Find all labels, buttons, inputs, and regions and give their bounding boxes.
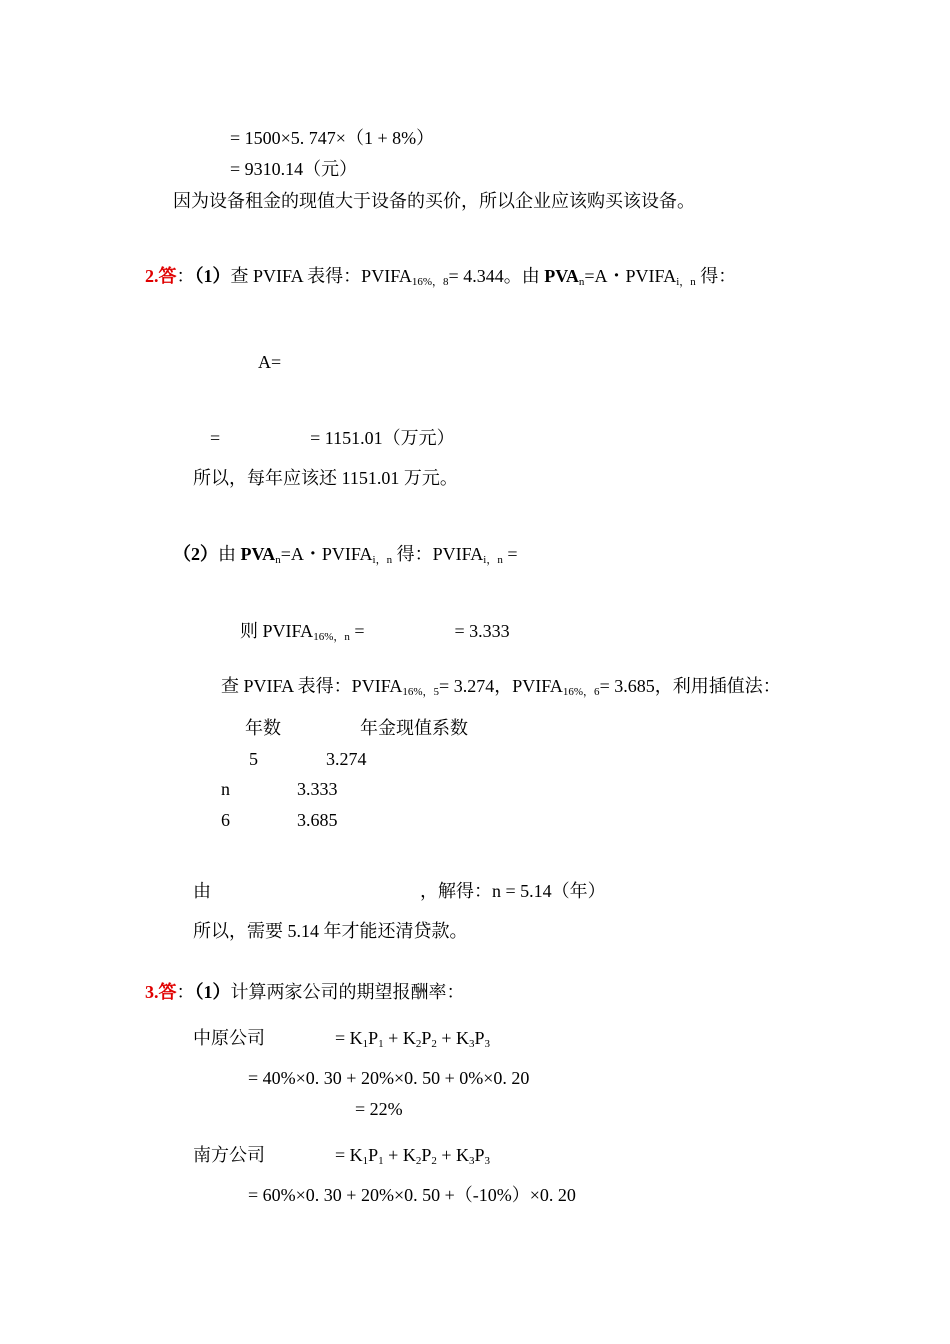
- q2-p2-sub-n: n: [275, 554, 281, 566]
- then-line: [240, 620, 510, 642]
- table-header-factor: 年金现值系数: [360, 718, 468, 738]
- q2-label: 2.答: [145, 266, 177, 286]
- q2-p2-sub-in: i，n: [372, 554, 393, 566]
- conclusion-1: 因为设备租金的现值大于设备的买价，所以企业应该购买该设备。: [173, 191, 695, 211]
- lookup-sub-2: 16%，6: [562, 686, 600, 698]
- solve-prefix: 由: [193, 881, 211, 901]
- table-row-year: n: [221, 779, 230, 799]
- q2-p2-num: （2）: [173, 544, 218, 564]
- q2-p2-line: [173, 543, 517, 565]
- q2-p1-text-b: = 4.344。由: [448, 266, 545, 286]
- q2-p1-sub-in: i，n: [676, 276, 696, 288]
- q3-p1-text: 计算两家公司的期望报酬率：: [230, 982, 465, 1002]
- q2-p2-text-a: 由: [218, 544, 241, 564]
- q3-label: 3.答: [145, 982, 177, 1002]
- table-header-years: 年数: [245, 718, 281, 738]
- then-text-a: 则 PVIFA: [240, 621, 314, 641]
- table-row-factor: 3.274: [326, 749, 367, 769]
- table-row-year: 6: [221, 810, 230, 830]
- q3-p1-num: （1）: [194, 982, 231, 1002]
- q2-p2-text-d: =: [502, 544, 518, 564]
- lookup-sub-1: 16%，5: [402, 686, 440, 698]
- calc-line-1: = 1500×5. 747×（1 + 8%）: [230, 128, 435, 148]
- lookup-text-a: 查 PVIFA 表得：PVIFA: [221, 676, 403, 696]
- lookup-line: [221, 675, 781, 697]
- nf-company-name: 南方公司: [193, 1145, 265, 1165]
- formula-k1: = K: [335, 1028, 363, 1048]
- q2-p2-text-c: 得：PVIFA: [392, 544, 484, 564]
- a-result-text: = = 1151.01（万元）: [210, 428, 455, 448]
- table-row-factor: 3.685: [297, 810, 338, 830]
- then-text-b: = = 3.333: [349, 621, 510, 641]
- solve-result: ，解得：n = 5.14（年）: [420, 881, 606, 901]
- table-row-factor: 3.333: [297, 779, 338, 799]
- calc-line-2: = 9310.14（元）: [230, 159, 358, 179]
- q2-p1-text-a: 查 PVIFA 表得：PVIFA: [230, 266, 412, 286]
- q2-p2-sub-in2: i，n: [483, 554, 503, 566]
- q2-p2-conclusion: 所以，需要 5.14 年才能还清贷款。: [193, 921, 468, 941]
- formula-k1: = K: [335, 1145, 363, 1165]
- q2-heading: [145, 265, 736, 287]
- a-result: [210, 427, 455, 449]
- zy-calc: = 40%×0. 30 + 20%×0. 50 + 0%×0. 20: [248, 1068, 530, 1088]
- q2-p1-text-c: =A・PVIFA: [584, 266, 677, 286]
- q3-heading: [145, 981, 465, 1003]
- q2-p1-sub-a: 16%，8: [411, 276, 449, 288]
- table-row-year: 5: [249, 749, 258, 769]
- zy-formula: = $K_1P_1 + K_2P_2 + K_3P_3$: [335, 1028, 491, 1050]
- lookup-text-b: = 3.274，PVIFA: [439, 676, 563, 696]
- q2-p2-pva: PVA: [240, 544, 276, 564]
- then-sub: 16%，n: [313, 631, 350, 643]
- zy-result: = 22%: [355, 1099, 403, 1119]
- q2-p1-text-d: 得：: [695, 266, 737, 286]
- q2-p1-conclusion: 所以，每年应该还 1151.01 万元。: [193, 468, 458, 488]
- q2-p1-sub-n: n: [578, 276, 585, 288]
- q2-p2-text-b: =A・PVIFA: [280, 544, 373, 564]
- nf-calc: = 60%×0. 30 + 20%×0. 50 +（-10%）×0. 20: [248, 1185, 576, 1205]
- lookup-text-c: = 3.685，利用插值法：: [599, 676, 781, 696]
- zy-company-name: 中原公司: [193, 1028, 265, 1048]
- q2-p1-pva: PVA: [544, 266, 579, 286]
- a-equation: A=: [258, 352, 282, 372]
- q3-colon: ：: [176, 982, 195, 1002]
- q2-p1-num: （1）: [194, 266, 231, 286]
- nf-formula: = $K_1P_1 + K_2P_2 + K_3P_3$: [335, 1145, 491, 1167]
- q2-colon: ：: [176, 266, 195, 286]
